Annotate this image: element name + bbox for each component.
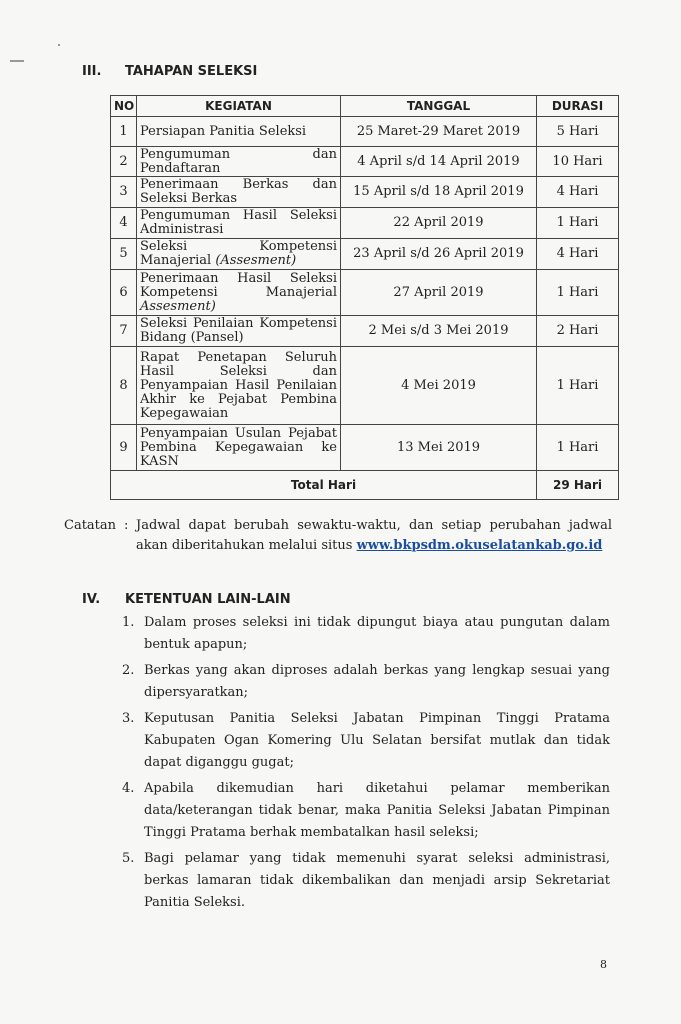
table-row bbox=[111, 117, 619, 147]
total-row bbox=[111, 471, 619, 500]
row-durasi: 1 Hari bbox=[537, 347, 619, 425]
row-durasi: 2 Hari bbox=[537, 316, 619, 347]
row-tanggal: 4 April s/d 14 April 2019 bbox=[341, 147, 537, 177]
row-kegiatan: Penerimaan Berkas dan Seleksi Berkas bbox=[137, 177, 341, 208]
header-tanggal: TANGGAL bbox=[341, 96, 537, 117]
total-value: 29 Hari bbox=[537, 471, 619, 500]
item-text: Keputusan Panitia Seleksi Jabatan Pimpinan Tinggi Pratama Kabupaten Ogan Komering Ulu Selatan bersifat mutlak dan tidak dapat diganggu gugat; bbox=[144, 711, 610, 770]
row-kegiatan bbox=[137, 239, 341, 270]
table-row bbox=[111, 316, 619, 347]
website-link[interactable]: www.bkpsdm.okuselatankab.go.id bbox=[356, 538, 603, 553]
row-tanggal: 15 April s/d 18 April 2019 bbox=[341, 177, 537, 208]
row-no: 5 bbox=[111, 239, 137, 270]
page-number: 8 bbox=[600, 958, 607, 971]
row-tanggal: 2 Mei s/d 3 Mei 2019 bbox=[341, 316, 537, 347]
table-row bbox=[111, 425, 619, 471]
row-no: 2 bbox=[111, 147, 137, 177]
row-tanggal: 23 April s/d 26 April 2019 bbox=[341, 239, 537, 270]
row-kegiatan: Persiapan Panitia Seleksi bbox=[137, 117, 341, 147]
header-no: NO bbox=[111, 96, 137, 117]
section-4-title: KETENTUAN LAIN-LAIN bbox=[125, 592, 291, 607]
note-body: Jadwal dapat berubah sewaktu-waktu, dan setiap perubahan jadwal akan diberitahukan melalui situs bbox=[136, 518, 612, 553]
row-no: 7 bbox=[111, 316, 137, 347]
row-tanggal: 4 Mei 2019 bbox=[341, 347, 537, 425]
total-label: Total Hari bbox=[111, 471, 537, 500]
list-item bbox=[122, 778, 610, 844]
item-text: Bagi pelamar yang tidak memenuhi syarat seleksi administrasi, berkas lamaran tidak dikembalikan dan menjadi arsip Sekretariat Panitia Seleksi. bbox=[144, 851, 610, 910]
row-tanggal: 13 Mei 2019 bbox=[341, 425, 537, 471]
row-tanggal: 22 April 2019 bbox=[341, 208, 537, 239]
kegiatan-italic: (Assesment) bbox=[215, 253, 297, 268]
table-row bbox=[111, 347, 619, 425]
header-kegiatan: KEGIATAN bbox=[137, 96, 341, 117]
row-kegiatan: Pengumuman Hasil Seleksi Administrasi bbox=[137, 208, 341, 239]
scan-speck bbox=[58, 44, 60, 46]
list-item bbox=[122, 660, 610, 704]
item-number: 2. bbox=[122, 663, 135, 678]
item-number: 3. bbox=[122, 711, 135, 726]
row-kegiatan: Seleksi Penilaian Kompetensi Bidang (Pansel) bbox=[137, 316, 341, 347]
note-label: Catatan bbox=[64, 518, 117, 533]
kegiatan-italic: Assesment) bbox=[140, 298, 216, 314]
row-durasi: 4 Hari bbox=[537, 177, 619, 208]
row-kegiatan: Pengumuman dan Pendaftaran bbox=[137, 147, 341, 177]
list-item bbox=[122, 612, 610, 656]
list-item bbox=[122, 848, 610, 914]
row-no: 6 bbox=[111, 270, 137, 316]
row-kegiatan: Penyampaian Usulan Pejabat Pembina Kepegawaian ke KASN bbox=[137, 425, 341, 471]
header-durasi: DURASI bbox=[537, 96, 619, 117]
kegiatan-text: Seleksi Kompetensi Manajerial bbox=[140, 239, 337, 268]
table-row bbox=[111, 270, 619, 316]
row-durasi: 5 Hari bbox=[537, 117, 619, 147]
table-row bbox=[111, 239, 619, 270]
item-text: Apabila dikemudian hari diketahui pelamar memberikan data/keterangan tidak benar, maka Panitia Seleksi Jabatan Pimpinan Tinggi Pratama berhak membatalkan hasil seleksi; bbox=[144, 781, 610, 840]
schedule-table bbox=[110, 95, 619, 500]
section-3-title: TAHAPAN SELEKSI bbox=[125, 64, 258, 79]
section-3-number: III. bbox=[82, 64, 102, 79]
row-tanggal: 27 April 2019 bbox=[341, 270, 537, 316]
row-durasi: 4 Hari bbox=[537, 239, 619, 270]
scan-speck bbox=[10, 60, 24, 62]
row-kegiatan bbox=[137, 270, 341, 316]
row-no: 3 bbox=[111, 177, 137, 208]
table-row bbox=[111, 147, 619, 177]
table-header-row bbox=[111, 96, 619, 117]
kegiatan-text: Penerimaan Hasil Seleksi Kompetensi Manajerial bbox=[140, 270, 337, 300]
row-no: 1 bbox=[111, 117, 137, 147]
provisions-list bbox=[122, 612, 610, 918]
list-item bbox=[122, 708, 610, 774]
item-number: 5. bbox=[122, 851, 135, 866]
note-text bbox=[136, 516, 612, 556]
section-4-number: IV. bbox=[82, 592, 101, 607]
item-number: 1. bbox=[122, 615, 135, 630]
item-text: Dalam proses seleksi ini tidak dipungut biaya atau pungutan dalam bentuk apapun; bbox=[144, 615, 610, 652]
row-kegiatan: Rapat Penetapan Seluruh Hasil Seleksi dan Penyampaian Hasil Penilaian Akhir ke Pejabat Pembina Kepegawaian bbox=[137, 347, 341, 425]
row-no: 9 bbox=[111, 425, 137, 471]
item-number: 4. bbox=[122, 781, 135, 796]
row-no: 8 bbox=[111, 347, 137, 425]
note-separator: : bbox=[124, 518, 129, 533]
row-durasi: 1 Hari bbox=[537, 208, 619, 239]
row-tanggal: 25 Maret-29 Maret 2019 bbox=[341, 117, 537, 147]
table-row bbox=[111, 208, 619, 239]
table-row bbox=[111, 177, 619, 208]
row-durasi: 1 Hari bbox=[537, 425, 619, 471]
row-durasi: 1 Hari bbox=[537, 270, 619, 316]
row-no: 4 bbox=[111, 208, 137, 239]
item-text: Berkas yang akan diproses adalah berkas yang lengkap sesuai yang dipersyaratkan; bbox=[144, 663, 610, 700]
row-durasi: 10 Hari bbox=[537, 147, 619, 177]
